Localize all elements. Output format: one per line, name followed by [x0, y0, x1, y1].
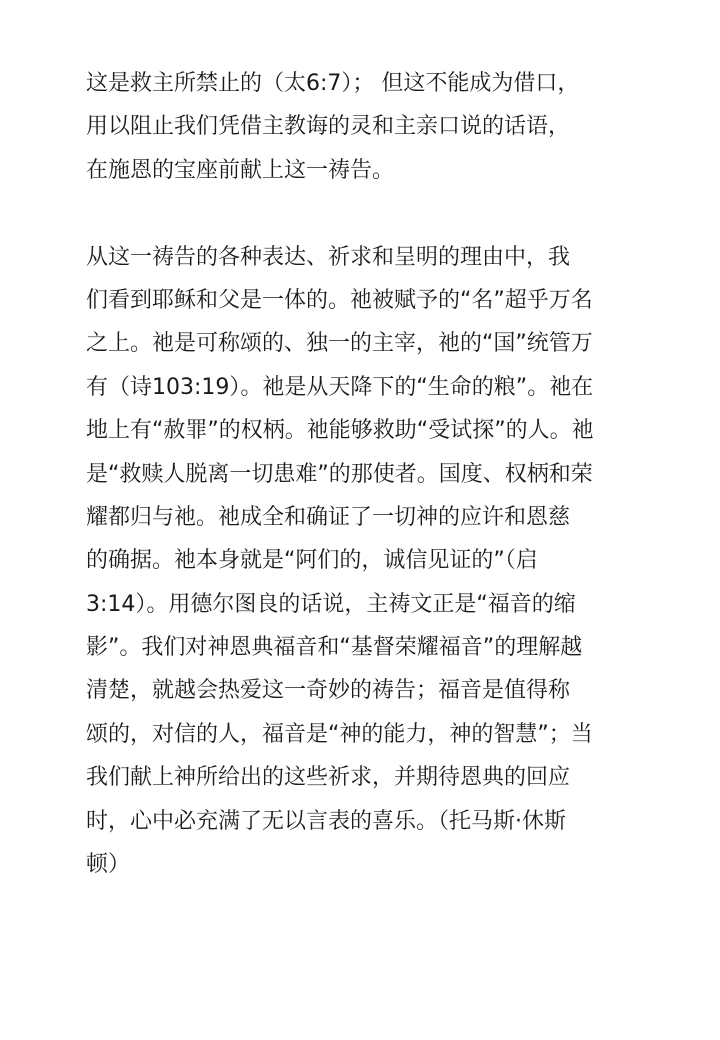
text-line: 之上。祂是可称颂的、独一的主宰，祂的“国”统管万 — [86, 331, 593, 357]
text-line: 是“救赎人脱离一切患难”的那使者。国度、权柄和荣 — [86, 461, 593, 487]
text-line: 用以阻止我们凭借主教诲的灵和主亲口说的话语， — [86, 114, 571, 140]
paragraph-1 — [86, 62, 646, 192]
text-line: 影”。我们对神恩典福音和“基督荣耀福音”的理解越 — [86, 635, 583, 661]
text-line: 颂的，对信的人，福音是“神的能力，神的智慧”；当 — [86, 721, 593, 747]
text-line: 从这一祷告的各种表达、祈求和呈明的理由中，我 — [86, 244, 571, 270]
text-line: 的确据。祂本身就是“阿们的，诚信见证的”（启 — [86, 548, 538, 574]
text-line: 这是救主所禁止的（太6:7）； 但这不能成为借口， — [86, 71, 580, 96]
text-line: 顿） — [86, 852, 131, 878]
text-line: 有（诗103:19）。祂是从天降下的“生命的粮”。祂在 — [86, 374, 594, 400]
text-line: 们看到耶稣和父是一体的。祂被赋予的“名”超乎万名 — [86, 287, 593, 313]
text-line: 3:14）。用德尔图良的话说，主祷文正是“福音的缩 — [86, 591, 576, 617]
document-body — [86, 62, 646, 886]
text-line: 在施恩的宝座前献上这一祷告。 — [86, 157, 395, 183]
paragraph-spacer — [86, 192, 646, 235]
paragraph-2 — [86, 236, 646, 887]
text-line: 时，心中必充满了无以言表的喜乐。（托马斯·休斯 — [86, 808, 566, 834]
text-line: 地上有“赦罪”的权柄。祂能够救助“受试探”的人。祂 — [86, 418, 594, 444]
text-line: 清楚，就越会热爱这一奇妙的祷告；福音是值得称 — [86, 678, 571, 704]
text-line: 耀都归与祂。祂成全和确证了一切神的应许和恩慈 — [86, 504, 571, 530]
text-line: 我们献上神所给出的这些祈求，并期待恩典的回应 — [86, 765, 571, 791]
